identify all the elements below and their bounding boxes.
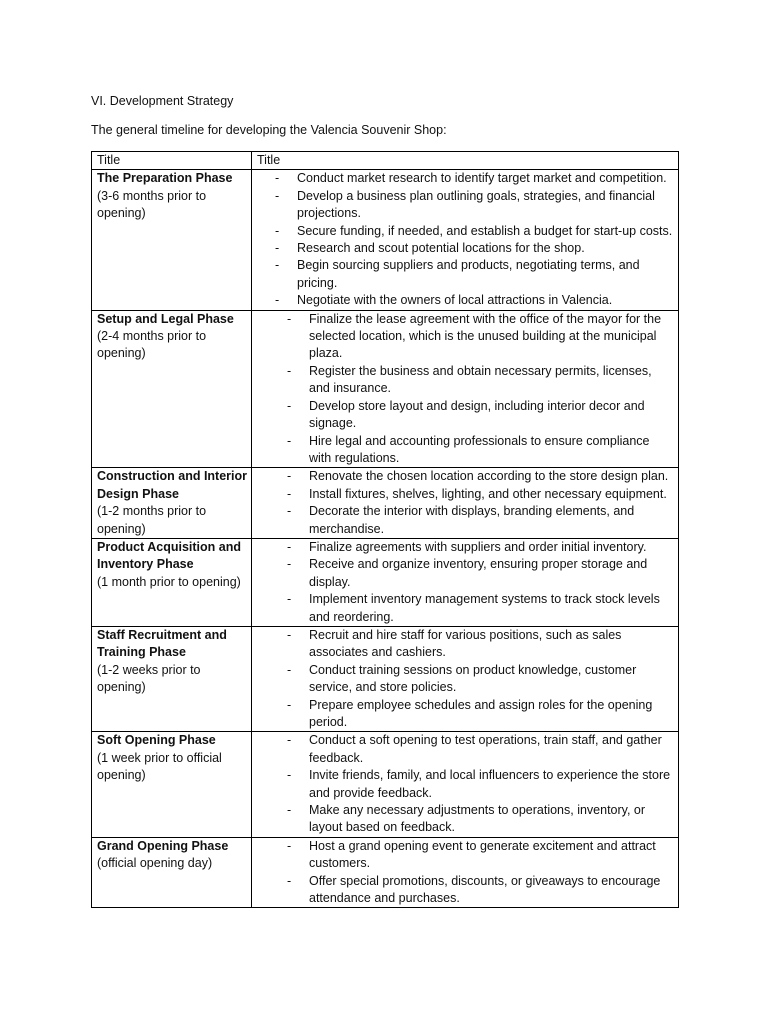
phase-name: Staff Recruitment and Training Phase [97, 627, 227, 660]
table-row [92, 538, 679, 626]
intro-paragraph: The general timeline for developing the Valencia Souvenir Shop: [91, 123, 447, 137]
task-item: - Finalize the lease agreement with the office of the mayor for the selected location, which is the unused building at the municipal plaza. [287, 311, 674, 363]
task-item: - Register the business and obtain necessary permits, licenses, and insurance. [287, 363, 674, 398]
phase-cell [92, 837, 252, 908]
phase-name: Product Acquisition and Inventory Phase [97, 539, 241, 572]
phase-cell [92, 310, 252, 468]
task-list [257, 627, 674, 731]
phase-name: Soft Opening Phase [97, 733, 216, 748]
task-item: - Hire legal and accounting professionals to ensure compliance with regulations. [287, 433, 674, 468]
task-item: - Finalize agreements with suppliers and order initial inventory. [287, 539, 674, 556]
task-item: - Install fixtures, shelves, lighting, and other necessary equipment. [287, 486, 674, 503]
task-item: - Conduct a soft opening to test operations, train staff, and gather feedback. [287, 732, 674, 767]
table-row [92, 310, 679, 468]
table-row [92, 626, 679, 731]
phase-name: Grand Opening Phase [97, 838, 229, 853]
tasks-cell [252, 310, 679, 468]
task-item: - Offer special promotions, discounts, or giveaways to encourage attendance and purchases. [287, 873, 674, 908]
phase-cell [92, 626, 252, 731]
table-row [92, 468, 679, 539]
phase-name: The Preparation Phase [97, 171, 233, 186]
task-list [257, 311, 674, 468]
phase-timing: (3-6 months prior to opening) [97, 188, 207, 221]
task-item: - Receive and organize inventory, ensuring proper storage and display. [287, 556, 674, 591]
task-item: - Invite friends, family, and local influencers to experience the store and provide feedback. [287, 767, 674, 802]
phase-name: Setup and Legal Phase [97, 311, 234, 326]
phase-timing: (official opening day) [97, 856, 213, 871]
task-item: - Recruit and hire staff for various positions, such as sales associates and cashiers. [287, 627, 674, 662]
phase-timing: (1 month prior to opening) [97, 574, 241, 589]
tasks-cell [252, 837, 679, 908]
task-item: - Renovate the chosen location according to the store design plan. [287, 468, 674, 485]
phase-cell [92, 732, 252, 837]
task-list [257, 170, 674, 309]
task-item: - Develop a business plan outlining goals, strategies, and financial projections. [275, 188, 674, 223]
timeline-table [91, 151, 679, 908]
task-item: - Develop store layout and design, including interior decor and signage. [287, 398, 674, 433]
phase-timing: (1-2 weeks prior to opening) [97, 662, 201, 695]
column-header-tasks: Title [252, 152, 679, 170]
phase-name: Construction and Interior Design Phase [97, 469, 247, 501]
phase-timing: (1-2 months prior to opening) [97, 504, 207, 536]
task-item: - Host a grand opening event to generate excitement and attract customers. [287, 838, 674, 873]
phase-timing: (2-4 months prior to opening) [97, 329, 207, 361]
task-item: - Secure funding, if needed, and establish a budget for start-up costs. [275, 223, 674, 240]
tasks-cell [252, 732, 679, 837]
tasks-cell [252, 626, 679, 731]
table-row [92, 732, 679, 837]
tasks-cell [252, 170, 679, 310]
phase-cell [92, 170, 252, 310]
task-item: - Conduct market research to identify target market and competition. [275, 170, 674, 187]
task-item: - Implement inventory management systems to track stock levels and reordering. [287, 591, 674, 626]
task-item: - Conduct training sessions on product knowledge, customer service, and store policies. [287, 662, 674, 697]
table-row [92, 837, 679, 908]
table-header-row [92, 152, 679, 170]
task-item: - Begin sourcing suppliers and products, negotiating terms, and pricing. [275, 257, 674, 292]
task-item: - Research and scout potential locations for the shop. [275, 240, 674, 257]
task-item: - Prepare employee schedules and assign roles for the opening period. [287, 697, 674, 732]
task-item: - Make any necessary adjustments to operations, inventory, or layout based on feedback. [287, 802, 674, 837]
task-list [257, 838, 674, 908]
task-list [257, 539, 674, 626]
task-item: - Decorate the interior with displays, branding elements, and merchandise. [287, 503, 674, 538]
phase-cell [92, 538, 252, 626]
tasks-cell [252, 468, 679, 539]
table-row [92, 170, 679, 310]
task-list [257, 468, 674, 538]
column-header-phase: Title [92, 152, 252, 170]
task-item: - Negotiate with the owners of local attractions in Valencia. [275, 292, 674, 309]
phase-timing: (1 week prior to official opening) [97, 750, 222, 783]
section-heading: VI. Development Strategy [91, 94, 234, 108]
task-list [257, 732, 674, 836]
phase-cell [92, 468, 252, 539]
tasks-cell [252, 538, 679, 626]
